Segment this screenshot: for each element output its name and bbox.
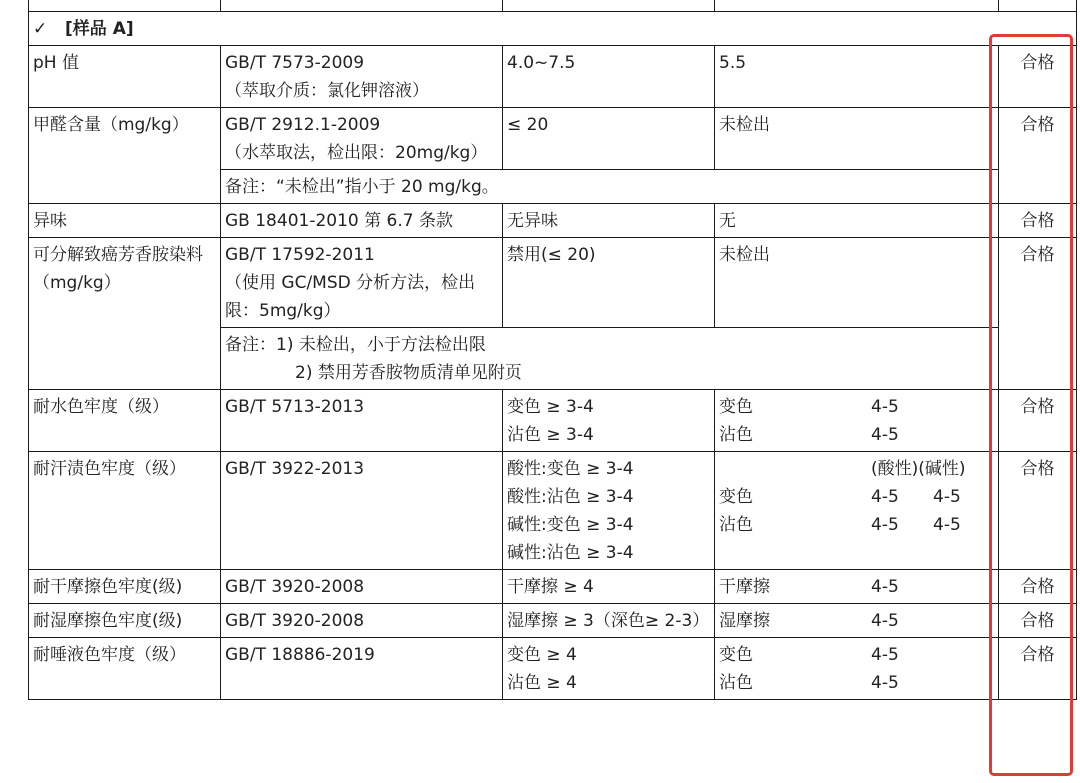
requirement: 干摩擦 ≥ 4 [503,570,715,604]
test-method: GB/T 17592-2011 （使用 GC/MSD 分析方法，检出限：5mg/kg） [221,238,503,328]
test-method: GB/T 3920-2008 [221,604,503,638]
result-cell: 合格 [999,638,1077,700]
table-row [29,204,1077,238]
header-row [29,0,1077,12]
result-cell: 合格 [999,452,1077,570]
test-value: 无 [715,204,999,238]
header-cell [503,0,715,12]
test-value: 未检出 [715,108,999,170]
table-row [29,108,1077,170]
header-cell [221,0,503,12]
test-value: (酸性)(碱性) 变色 4-5 4-5 沾色 4-5 4-5 [715,452,999,570]
requirement: 4.0~7.5 [503,46,715,108]
result-cell: 合格 [999,238,1077,390]
result-cell: 合格 [999,108,1077,204]
item-name: 耐干摩擦色牢度(级) [29,570,221,604]
table-row [29,238,1077,328]
item-name: 耐唾液色牢度（级） [29,638,221,700]
note: 备注：1) 未检出，小于方法检出限 2) 禁用芳香胺物质清单见附页 [221,328,999,390]
test-method: GB/T 2912.1-2009 （水萃取法，检出限：20mg/kg） [221,108,503,170]
result-cell: 合格 [999,570,1077,604]
item-name: 耐汗渍色牢度（级） [29,452,221,570]
result-cell: 合格 [999,604,1077,638]
note: 备注：“未检出”指小于 20 mg/kg。 [221,170,999,204]
test-value: 变色 4-5 沾色 4-5 [715,390,999,452]
requirement: 无异味 [503,204,715,238]
table-row [29,46,1077,108]
test-value: 干摩擦 4-5 [715,570,999,604]
table-row [29,604,1077,638]
sample-label: ✓ [样品 A] [29,12,1077,46]
table-row [29,570,1077,604]
requirement: ≤ 20 [503,108,715,170]
check-icon: ✓ [33,19,48,39]
test-method: GB/T 18886-2019 [221,638,503,700]
test-value: 未检出 [715,238,999,328]
test-value: 变色 4-5 沾色 4-5 [715,638,999,700]
item-name: 异味 [29,204,221,238]
test-value: 湿摩擦 4-5 [715,604,999,638]
requirement: 酸性:变色 ≥ 3-4 酸性:沾色 ≥ 3-4 碱性:变色 ≥ 3-4 碱性:沾色 ≥ 3-4 [503,452,715,570]
test-method: GB/T 3922-2013 [221,452,503,570]
requirement: 禁用(≤ 20) [503,238,715,328]
header-cell [999,0,1077,12]
table-row [29,638,1077,700]
test-method: GB 18401-2010 第 6.7 条款 [221,204,503,238]
header-cell [29,0,221,12]
requirement: 变色 ≥ 4 沾色 ≥ 4 [503,638,715,700]
result-cell: 合格 [999,204,1077,238]
result-cell: 合格 [999,46,1077,108]
requirement: 湿摩擦 ≥ 3（深色≥ 2-3） [503,604,715,638]
item-name: 耐湿摩擦色牢度(级) [29,604,221,638]
sample-row [29,12,1077,46]
table-row [29,452,1077,570]
item-name: 耐水色牢度（级） [29,390,221,452]
result-cell: 合格 [999,390,1077,452]
header-cell [715,0,999,12]
test-method: GB/T 5713-2013 [221,390,503,452]
item-name: 可分解致癌芳香胺染料（mg/kg） [29,238,221,390]
test-value: 5.5 [715,46,999,108]
test-report-table [28,0,1077,700]
requirement: 变色 ≥ 3-4 沾色 ≥ 3-4 [503,390,715,452]
table-row [29,390,1077,452]
test-method: GB/T 7573-2009 （萃取介质：氯化钾溶液） [221,46,503,108]
item-name: 甲醛含量（mg/kg） [29,108,221,204]
item-name: pH 值 [29,46,221,108]
test-method: GB/T 3920-2008 [221,570,503,604]
